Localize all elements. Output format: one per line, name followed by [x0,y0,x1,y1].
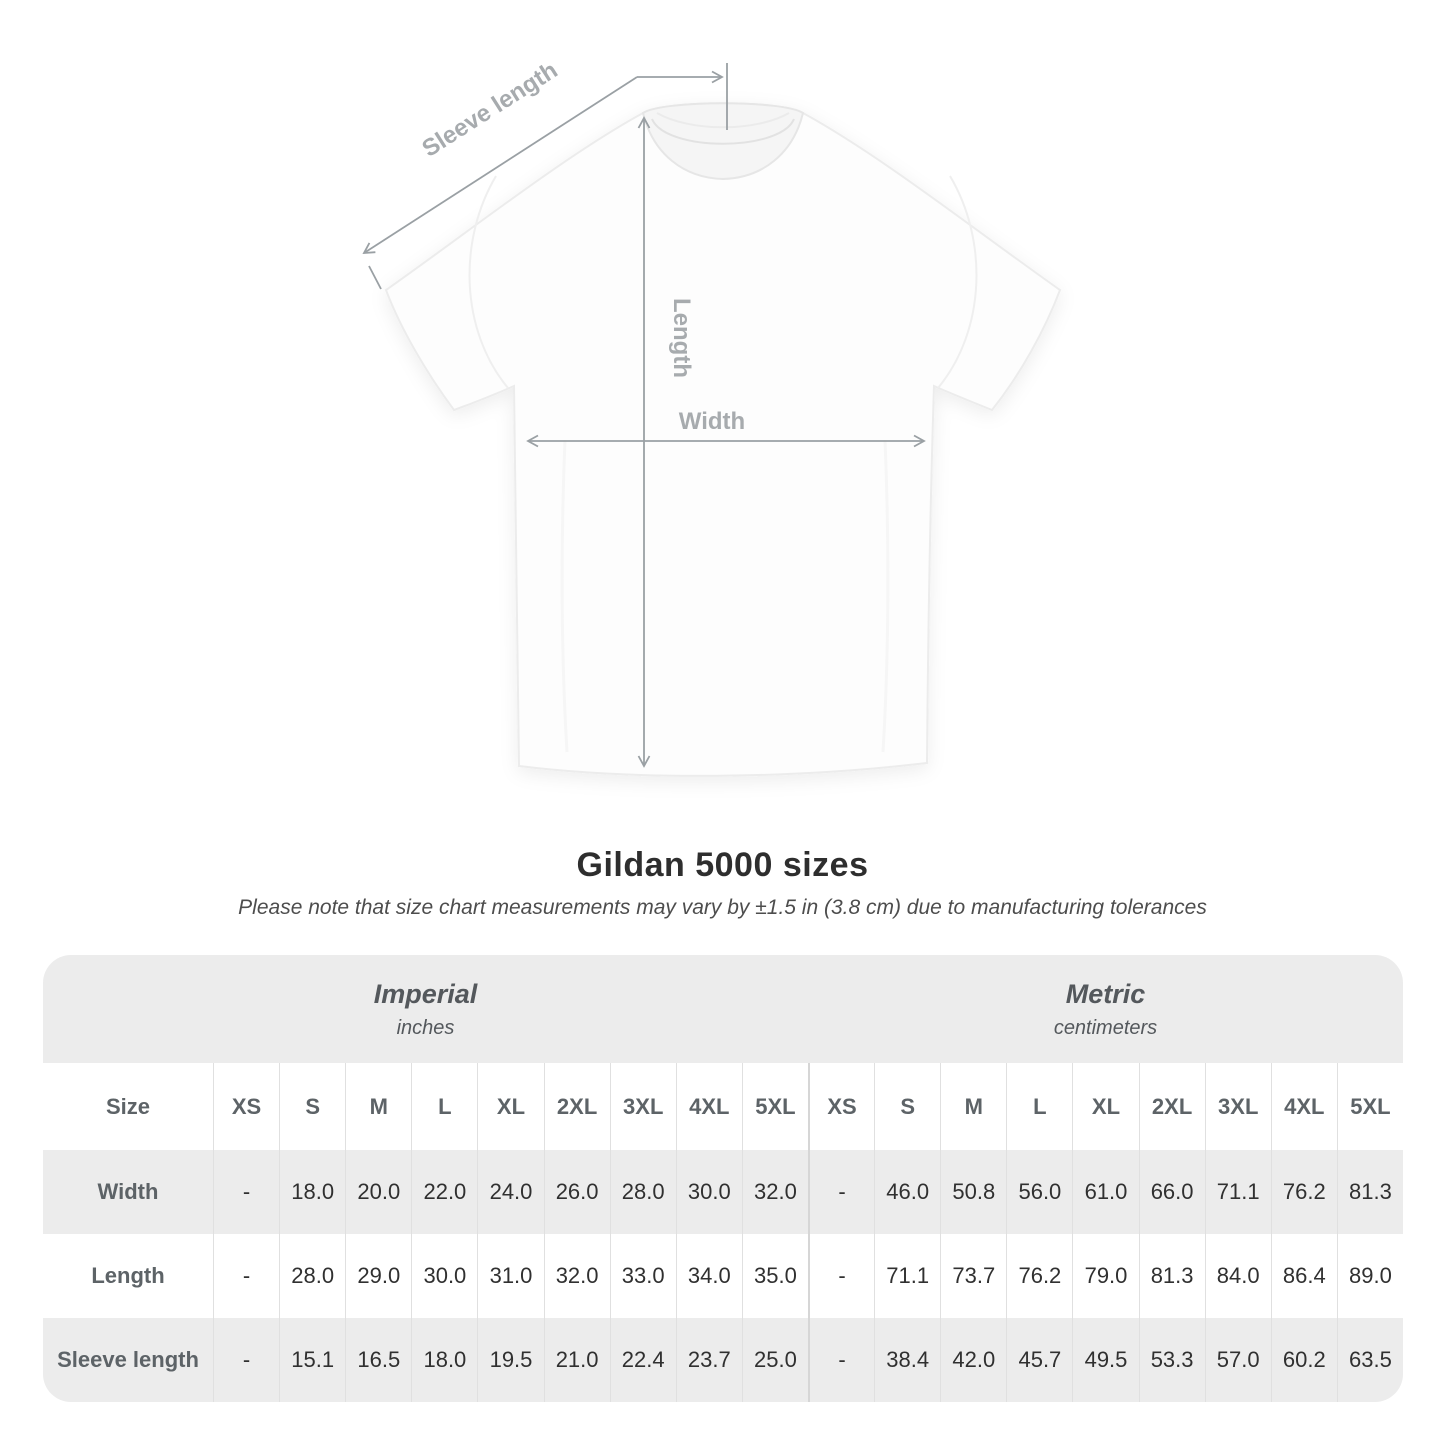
size-header-row [43,1063,1403,1150]
table-cell: 57.0 [1205,1318,1271,1402]
imperial-label: Imperial [373,978,478,1009]
table-cell: 19.5 [477,1318,543,1402]
table-cell: 22.0 [411,1150,477,1234]
table-cell: 18.0 [279,1150,345,1234]
table-cell: 42.0 [940,1318,1006,1402]
table-cell: 32.0 [742,1150,808,1234]
unit-band [43,955,1403,1063]
table-cell: 15.1 [279,1318,345,1402]
col-header-metric-4xl: 4XL [1271,1063,1337,1150]
metric-unit: centimeters [1053,1016,1158,1039]
col-header-imperial-s: S [279,1063,345,1150]
col-header-imperial-xl: XL [477,1063,543,1150]
col-header-imperial-4xl: 4XL [676,1063,742,1150]
width-label: Width [678,408,746,435]
row-label: Sleeve length [57,1347,199,1372]
table-cell: 26.0 [544,1150,610,1234]
col-header-imperial-5xl: 5XL [742,1063,808,1150]
size-column-header: Size [105,1093,151,1119]
col-header-metric-xs: XS [808,1063,874,1150]
table-cell: 71.1 [1205,1150,1271,1234]
table-cell: 23.7 [676,1318,742,1402]
table-cell: 45.7 [1006,1318,1072,1402]
table-cell: 28.0 [610,1150,676,1234]
table-cell: 33.0 [610,1234,676,1318]
sleeve-length-label: Sleeve length [417,56,563,163]
metric-label: Metric [1065,978,1146,1009]
table-cell: 81.3 [1139,1234,1205,1318]
table-cell: 89.0 [1337,1234,1403,1318]
col-header-metric-m: M [940,1063,1006,1150]
table-cell: - [213,1234,279,1318]
table-cell: 66.0 [1139,1150,1205,1234]
table-cell: - [808,1318,874,1402]
table-cell: 73.7 [940,1234,1006,1318]
imperial-unit: inches [396,1016,455,1039]
size-chart-table [43,955,1403,1402]
table-cell: 60.2 [1271,1318,1337,1402]
col-header-imperial-2xl: 2XL [544,1063,610,1150]
table-cell: 30.0 [676,1150,742,1234]
table-row-length [43,1234,1403,1318]
table-cell: 71.1 [874,1234,940,1318]
table-cell: 79.0 [1072,1234,1138,1318]
table-cell: 46.0 [874,1150,940,1234]
col-header-imperial-xs: XS [213,1063,279,1150]
length-label: Length [668,298,695,378]
table-cell: 53.3 [1139,1318,1205,1402]
table-cell: - [808,1234,874,1318]
table-cell: 61.0 [1072,1150,1138,1234]
metric-group-header [808,955,1403,1063]
table-row-sleeve-length [43,1318,1403,1402]
row-label: Width [97,1179,159,1204]
page-title: Gildan 5000 sizes [576,846,869,884]
table-cell: 34.0 [676,1234,742,1318]
col-header-metric-l: L [1006,1063,1072,1150]
table-cell: 16.5 [345,1318,411,1402]
row-label: Length [91,1263,165,1288]
table-cell: 84.0 [1205,1234,1271,1318]
table-cell: 63.5 [1337,1318,1403,1402]
table-row-width [43,1150,1403,1234]
table-cell: - [213,1150,279,1234]
table-cell: 86.4 [1271,1234,1337,1318]
table-cell: 20.0 [345,1150,411,1234]
table-cell: 29.0 [345,1234,411,1318]
table-cell: 32.0 [544,1234,610,1318]
table-cell: 76.2 [1271,1150,1337,1234]
imperial-group-header [43,955,808,1063]
table-cell: 28.0 [279,1234,345,1318]
table-cell: 31.0 [477,1234,543,1318]
col-header-imperial-3xl: 3XL [610,1063,676,1150]
table-cell: 50.8 [940,1150,1006,1234]
col-header-metric-5xl: 5XL [1337,1063,1403,1150]
col-header-metric-2xl: 2XL [1139,1063,1205,1150]
table-cell: - [808,1150,874,1234]
table-cell: 76.2 [1006,1234,1072,1318]
table-cell: 22.4 [610,1318,676,1402]
table-cell: 56.0 [1006,1150,1072,1234]
col-header-metric-3xl: 3XL [1205,1063,1271,1150]
table-cell: 30.0 [411,1234,477,1318]
table-cell: 81.3 [1337,1150,1403,1234]
col-header-imperial-m: M [345,1063,411,1150]
col-header-metric-xl: XL [1072,1063,1138,1150]
table-cell: 35.0 [742,1234,808,1318]
col-header-imperial-l: L [411,1063,477,1150]
table-cell: - [213,1318,279,1402]
table-cell: 38.4 [874,1318,940,1402]
table-cell: 21.0 [544,1318,610,1402]
table-cell: 18.0 [411,1318,477,1402]
table-cell: 25.0 [742,1318,808,1402]
col-header-metric-s: S [874,1063,940,1150]
tshirt-graphic [386,103,1060,776]
tolerance-note: Please note that size chart measurements may vary by ±1.5 in (3.8 cm) due to manufacturing tolerances [238,896,1207,919]
table-cell: 49.5 [1072,1318,1138,1402]
table-cell: 24.0 [477,1150,543,1234]
